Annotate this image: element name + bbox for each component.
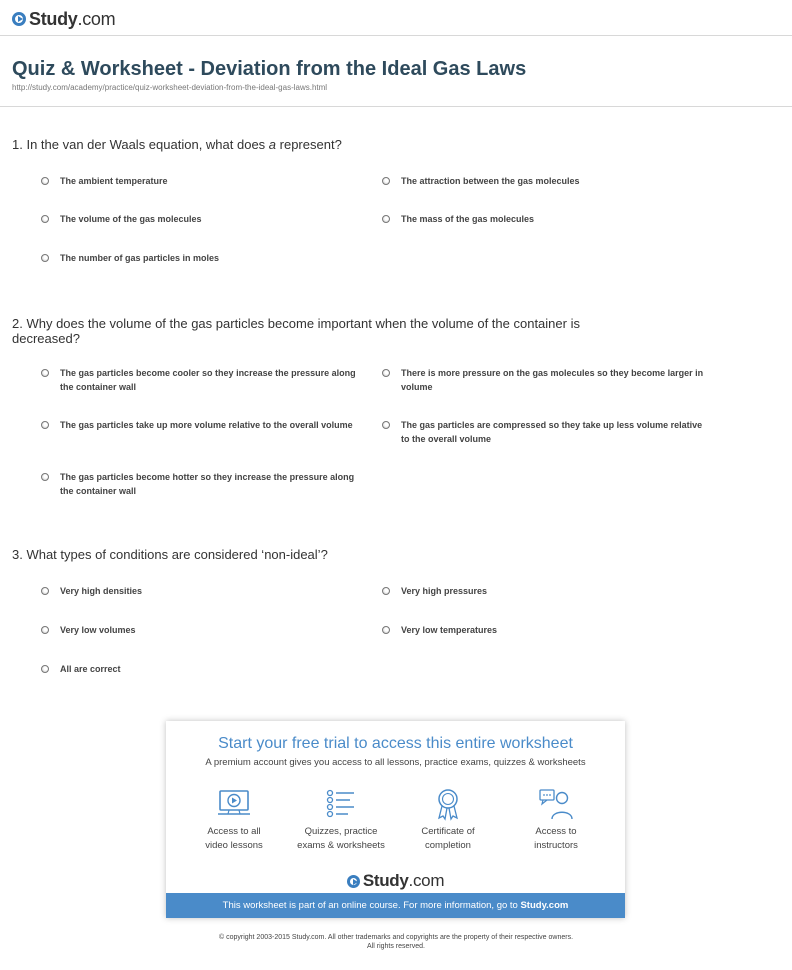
radio-button[interactable] (41, 473, 49, 481)
question-2-option[interactable]: There is more pressure on the gas molecules so they become larger in volume (382, 366, 712, 394)
radio-button[interactable] (41, 665, 49, 673)
question-1-option[interactable]: The number of gas particles in moles (41, 251, 341, 265)
radio-button[interactable] (382, 369, 390, 377)
quiz-list-icon (324, 787, 358, 821)
certificate-icon (431, 787, 465, 821)
question-3-option[interactable]: Very low temperatures (382, 623, 712, 637)
promo-title[interactable]: Start your free trial to access this entire worksheet (218, 735, 573, 752)
instructor-icon (539, 787, 573, 821)
question-3-option[interactable]: Very high pressures (382, 584, 712, 598)
radio-button[interactable] (41, 587, 49, 595)
radio-button[interactable] (41, 177, 49, 185)
radio-button[interactable] (41, 421, 49, 429)
radio-button[interactable] (41, 369, 49, 377)
radio-button[interactable] (382, 215, 390, 223)
question-1-title: 1. In the van der Waals equation, what does a represent? (12, 137, 342, 152)
question-2-option[interactable]: The gas particles are compressed so they take up less volume relative to the overall volume (382, 418, 712, 446)
question-1-option[interactable]: The mass of the gas molecules (382, 212, 712, 226)
study-logo[interactable]: Study.com (12, 9, 115, 30)
feature-video-lessons: Access to all video lessons (184, 787, 284, 853)
radio-button[interactable] (382, 626, 390, 634)
promo-footer: This worksheet is part of an online course. For more information, go to Study.com (166, 893, 625, 918)
question-2-option[interactable]: The gas particles take up more volume relative to the overall volume (41, 418, 366, 432)
radio-button[interactable] (41, 254, 49, 262)
title-divider (0, 106, 792, 107)
question-3-title: 3. What types of conditions are considered ‘non-ideal’? (12, 547, 328, 562)
question-2-option[interactable]: The gas particles become cooler so they increase the pressure along the container wall (41, 366, 366, 394)
free-trial-promo (166, 721, 625, 918)
question-1-option[interactable]: The volume of the gas molecules (41, 212, 341, 226)
feature-certificate: Certificate of completion (398, 787, 498, 853)
feature-instructors: Access to instructors (506, 787, 606, 853)
copyright: © copyright 2003-2015 Study.com. All other trademarks and copyrights are the property of their respective owners. All rights reserved. (218, 934, 574, 950)
radio-button[interactable] (41, 215, 49, 223)
page-title: Quiz & Worksheet - Deviation from the Ideal Gas Laws (12, 58, 527, 80)
radio-button[interactable] (382, 177, 390, 185)
question-2-title: 2. Why does the volume of the gas particles become important when the volume of the container is decreased? (12, 316, 580, 346)
radio-button[interactable] (382, 587, 390, 595)
question-3-option[interactable]: All are correct (41, 662, 341, 676)
promo-subtitle: A premium account gives you access to all lessons, practice exams, quizzes & worksheets (205, 757, 586, 768)
page-url: http://study.com/academy/practice/quiz-worksheet-deviation-from-the-ideal-gas-laws.html (12, 83, 328, 92)
question-3-option[interactable]: Very high densities (41, 584, 341, 598)
video-lessons-icon (217, 787, 251, 821)
feature-quizzes: Quizzes, practice exams & worksheets (291, 787, 391, 853)
radio-button[interactable] (382, 421, 390, 429)
play-logo-icon (347, 875, 360, 888)
question-2-option[interactable]: The gas particles become hotter so they increase the pressure along the container wall (41, 470, 366, 498)
question-1-option[interactable]: The ambient temperature (41, 174, 341, 188)
header-divider (0, 35, 792, 36)
promo-study-logo[interactable]: Study.com (166, 871, 625, 891)
header (12, 6, 115, 32)
question-3-option[interactable]: Very low volumes (41, 623, 341, 637)
play-logo-icon (12, 12, 26, 26)
question-1-option[interactable]: The attraction between the gas molecules (382, 174, 712, 188)
radio-button[interactable] (41, 626, 49, 634)
study-link[interactable]: Study.com (520, 900, 569, 911)
